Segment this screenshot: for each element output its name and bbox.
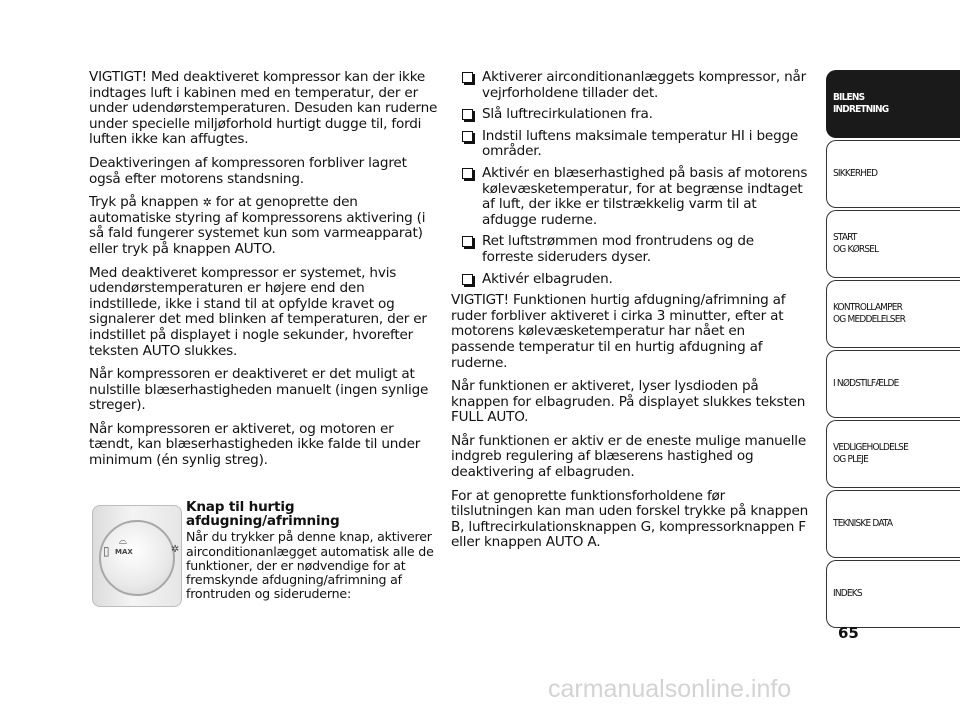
fan-icon: ✲ (202, 196, 212, 210)
tab-i-nodstilfaelde[interactable] (826, 350, 960, 418)
tab-label: TEKNISKE DATA (833, 518, 893, 529)
tab-label: INDEKS (833, 588, 862, 599)
list-item (451, 70, 809, 101)
list-item (451, 234, 809, 265)
paragraph: For at genoprette funktionsforholdene før tilslutningen kan man uden forskel trykke på knappen B, luftrecirkulationsknappen G, kompressorknappen F eller knappen AUTO A. (451, 487, 809, 551)
page-number: 65 (838, 624, 859, 642)
list-item-text: Indstil luftens maksimale temperatur HI i begge områder. (482, 127, 799, 160)
paragraph: Med deaktiveret kompressor er systemet, hvis udendørstemperaturen er højere end den indstillede, ikke i stand til at opfylde kravet og signalerer det med blinken af temperaturen, der er indstillet på displayet i nogle sekunder, hvorefter teksten AUTO slukkes. (89, 264, 427, 359)
checkbox-bullet-icon (462, 72, 473, 83)
list-item-text: Aktiverer airconditionanlæggets kompressor, når vejrforholdene tillader det. (482, 69, 806, 101)
watermark: carmanualsonline.info (548, 675, 792, 703)
checkbox-bullet-icon (462, 131, 473, 142)
checkbox-bullet-icon (462, 109, 473, 120)
checkbox-bullet-icon (462, 236, 473, 247)
list-item-text: Ret luftstrømmen mod frontrudens og de forreste sideruders dyser. (482, 233, 754, 265)
list-item (451, 272, 809, 288)
section-tabs (826, 70, 960, 630)
list-item (451, 107, 809, 123)
paragraph: VIGTIGT! Med deaktiveret kompressor kan der ikke indtages luft i kabinen med en temperatur, der er under udendørstemperaturen. Desuden kan ruderne under specielle miljøforhold hurtigt dugge til, fordi luften ikke kan affugtes. (89, 69, 438, 148)
list-item (451, 166, 809, 228)
checkbox-bullet-icon (462, 274, 473, 285)
figure-caption (186, 500, 446, 601)
tab-bilens-indretning[interactable] (826, 70, 960, 138)
tab-start-og-korsel[interactable] (826, 210, 960, 278)
paragraph: Når kompressoren er aktiveret, og motoren er tændt, kan blæserhastigheden ikke falde til under minimum (én synlig streg). (89, 420, 421, 469)
knob-marker-icon: ▯ (103, 544, 110, 558)
checkbox-bullet-icon (462, 168, 473, 179)
list-item (451, 129, 809, 160)
paragraph: Når kompressoren er deaktiveret er det muligt at nulstille blæserhastigheden manuelt (ingen synlige streger). (89, 366, 429, 414)
defrost-knob-icon (99, 520, 175, 596)
paragraph (89, 195, 439, 257)
bullet-list (451, 70, 809, 287)
right-column (451, 70, 809, 559)
caption-body: Når du trykker på denne knap, aktiverer airconditionanlægget automatisk alle de funktioner, der er nødvendige for at fremskynde afdugning/afrimning af frontruden og sideruderne: (186, 529, 434, 602)
tab-label: START OG KØRSEL (833, 232, 879, 255)
tab-label: VEDLIGEHOLDELSE OG PLEJE (833, 442, 908, 465)
paragraph: Deaktiveringen af kompressoren forbliver lagret også efter motorens standsning. (89, 154, 407, 187)
list-item-text: Aktivér elbagruden. (482, 270, 613, 287)
defrost-knob-figure (92, 505, 182, 607)
tab-label: SIKKERHED (833, 168, 878, 179)
tab-sikkerhed[interactable] (826, 140, 960, 208)
caption-title: Knap til hurtig afdugning/afrimning (186, 499, 340, 530)
tab-label: BILENS INDRETNING (833, 92, 889, 115)
paragraph-text: Tryk på knappen (89, 194, 199, 211)
windshield-defrost-icon: ⌓ (119, 536, 127, 547)
paragraph: VIGTIGT! Funktionen hurtig afdugning/afrimning af ruder forbliver aktiveret i cirka 3 minutter, efter at motorens kølevæsketemperatur har nået en passende temperatur til en hurtig afdugning af ruderne. (451, 292, 786, 371)
left-column (89, 70, 439, 477)
tab-kontrollamper[interactable] (826, 280, 960, 348)
list-item-text: Aktivér en blæserhastighed på basis af motorens kølevæsketemperatur, for at begrænse indtaget af luft, der ikke er tilstrækkelig varm til at afdugge ruderne. (482, 164, 808, 228)
tab-label: I NØDSTILFÆLDE (833, 378, 899, 389)
paragraph: Når funktionen er aktiveret, lyser lysdioden på knappen for elbagruden. På displayet slukkes teksten FULL AUTO. (451, 378, 806, 426)
paragraph: Når funktionen er aktiv er de eneste mulige manuelle indgreb regulering af blæserens hastighed og deaktivering af elbagruden. (451, 432, 807, 481)
tab-label: KONTROLLAMPER OG MEDDELELSER (833, 302, 906, 325)
tab-tekniske-data[interactable] (826, 490, 960, 558)
list-item-text: Slå luftrecirkulationen fra. (482, 106, 653, 123)
tab-indeks[interactable] (826, 560, 960, 628)
knob-label: MAX (115, 548, 133, 556)
paragraph-text: for at genoprette den automatiske styring af kompressorens aktivering (i så fald fungerer systemet kun som varmeapparat) eller tryk på knappen AUTO. (89, 194, 426, 257)
tab-vedligeholdelse[interactable] (826, 420, 960, 488)
fan-icon: ✲ (171, 544, 180, 555)
